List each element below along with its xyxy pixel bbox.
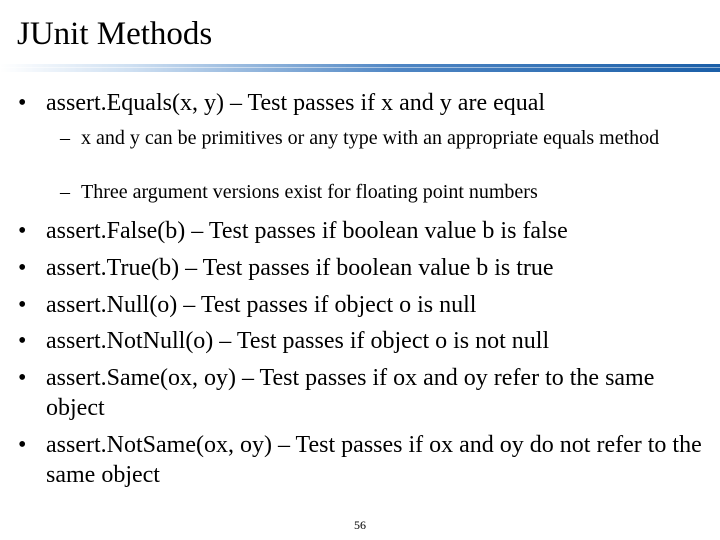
bullet-text: assert.Null(o) – Test passes if object o is null <box>46 292 477 318</box>
bullet-marker: • <box>18 90 27 116</box>
bullet-text: assert.True(b) – Test passes if boolean value b is true <box>46 255 554 281</box>
bullet-text: assert.False(b) – Test passes if boolean value b is false <box>46 218 568 244</box>
bullet-marker: • <box>18 255 27 281</box>
sub-bullet-text: x and y can be primitives or any type with an appropriate equals method <box>81 127 660 149</box>
bullet-text: assert.NotNull(o) – Test passes if object o is not null <box>46 328 550 354</box>
bullet-marker: • <box>18 432 27 458</box>
bullet-marker: • <box>18 218 27 244</box>
slide-title: JUnit Methods <box>17 16 213 52</box>
bullet-marker: • <box>18 292 27 318</box>
bullet-text: assert.NotSame(ox, oy) – Test passes if ox and oy do not refer to the same object <box>46 432 702 488</box>
bullet-marker: • <box>18 328 27 354</box>
bullet-text: assert.Equals(x, y) – Test passes if x and y are equal <box>46 90 546 116</box>
page-number: 56 <box>354 518 366 532</box>
dash-marker: – <box>60 127 70 149</box>
sub-bullet-text: Three argument versions exist for floating point numbers <box>81 181 538 203</box>
dash-marker: – <box>60 181 70 203</box>
bullet-text: assert.Same(ox, oy) – Test passes if ox and oy refer to the same object <box>46 365 655 421</box>
bullet-marker: • <box>18 365 27 391</box>
